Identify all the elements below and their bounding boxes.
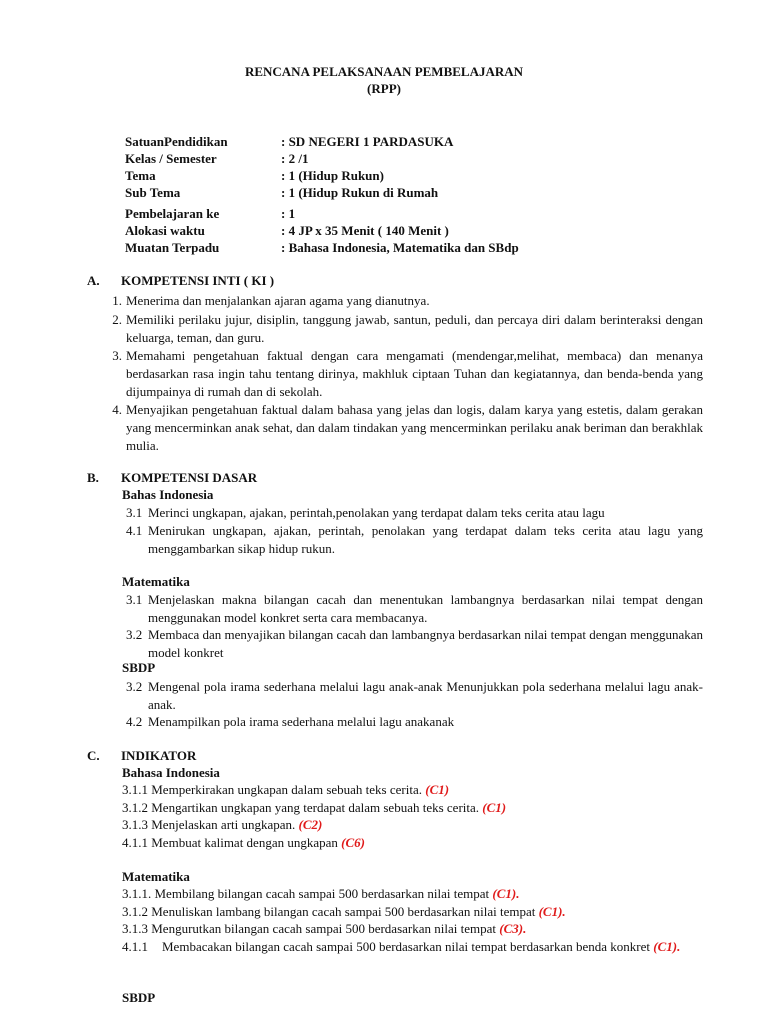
section-c-heading (87, 748, 196, 764)
ki-text: Memiliki perilaku jujur, disiplin, tanggung jawab, santun, peduli, dan percaya diri dalam berinteraksi dengan keluarga, teman, dan guru. (126, 312, 703, 345)
indicator-item (122, 834, 365, 852)
indicator-level: (C6) (341, 835, 365, 850)
identity-value: : 1 (Hidup Rukun di Rumah (281, 185, 439, 200)
document-title: RENCANA PELAKSANAAN PEMBELAJARAN (244, 64, 524, 79)
indicator-level: (C1). (653, 939, 681, 954)
subject-title: SBDP (122, 660, 156, 675)
identity-value: : SD NEGERI 1 PARDASUKA (281, 134, 454, 149)
indicator-level: (C3). (499, 921, 527, 936)
document-subtitle: (RPP) (367, 81, 401, 96)
identity-label: Sub Tema (125, 185, 181, 200)
kd-text: Menampilkan pola irama sederhana melalui lagu anakanak (148, 714, 455, 729)
kd-number: 3.1 (126, 592, 143, 607)
subject-title: SBDP (122, 990, 156, 1005)
ki-item (104, 292, 703, 310)
identity-label: Pembelajaran ke (125, 206, 220, 221)
identity-label: Muatan Terpadu (125, 240, 220, 255)
ki-item (104, 311, 703, 347)
ki-item (104, 401, 703, 455)
kd-number: 3.1 (126, 505, 143, 520)
indicator-level: (C2) (298, 817, 323, 832)
indicator-item (122, 920, 526, 938)
identity-value: : 1 (Hidup Rukun) (281, 168, 384, 183)
indicator-text: 3.1.2 Mengartikan ungkapan yang terdapat dalam sebuah teks cerita. (122, 800, 483, 815)
kd-number: 4.1 (126, 523, 143, 538)
ki-number: 2. (112, 312, 122, 327)
kd-number: 3.2 (126, 627, 143, 642)
section-title: KOMPETENSI DASAR (121, 470, 258, 485)
indicator-level: (C1) (425, 782, 450, 797)
indicator-item (122, 903, 566, 921)
kd-item (126, 522, 703, 558)
section-letter: B. (87, 470, 99, 485)
kd-number: 4.2 (126, 714, 143, 729)
section-b-heading (87, 470, 257, 486)
section-title: INDIKATOR (121, 748, 197, 763)
subject-title: Matematika (122, 869, 190, 884)
identity-value: : 2 /1 (281, 151, 309, 166)
subject-title: Bahasa Indonesia (122, 765, 220, 780)
kd-text: Merinci ungkapan, ajakan, perintah,penolakan yang terdapat dalam teks cerita atau lagu (148, 505, 605, 520)
kd-item (126, 591, 703, 627)
indicator-text: 3.1.2 Menuliskan lambang bilangan cacah sampai 500 berdasarkan nilai tempat (122, 904, 539, 919)
indicator-text: Membacakan bilangan cacah sampai 500 berdasarkan nilai tempat berdasarkan benda konkret (162, 939, 654, 954)
indicator-level: (C1). (538, 904, 566, 919)
identity-value: : 1 (281, 206, 296, 221)
indicator-item (122, 885, 519, 903)
identity-label: Alokasi waktu (125, 223, 205, 238)
identity-value: : 4 JP x 35 Menit ( 140 Menit ) (281, 223, 449, 238)
section-letter: C. (87, 748, 100, 763)
identity-label: Kelas / Semester (125, 151, 217, 166)
indicator-text: 3.1.3 Mengurutkan bilangan cacah sampai 500 berdasarkan nilai tempat (122, 921, 500, 936)
subject-title: Matematika (122, 574, 190, 589)
indicator-item (122, 816, 322, 834)
ki-number: 4. (112, 402, 122, 417)
kd-text: Mengenal pola irama sederhana melalui lagu anak-anak Menunjukkan pola sederhana melalui lagu anak-anak. (148, 679, 703, 712)
kd-text: Menjelaskan makna bilangan cacah dan menentukan lambangnya berdasarkan nilai tempat dengan menggunakan model konkret serta cara membacanya. (148, 592, 703, 625)
kd-text: Menirukan ungkapan, ajakan, perintah, penolakan yang terdapat dalam teks cerita atau lagu yang menggambarkan sikap hidup rukun. (148, 523, 703, 556)
indicator-level: (C1). (492, 886, 520, 901)
indicator-text: 3.1.1 Memperkirakan ungkapan dalam sebuah teks cerita. (122, 782, 426, 797)
indicator-item (122, 781, 449, 799)
indicator-text: 3.1.3 Menjelaskan arti ungkapan. (122, 817, 299, 832)
ki-text: Memahami pengetahuan faktual dengan cara mengamati (mendengar,melihat, membaca) dan menanya berdasarkan rasa ingin tahu tentang dirinya, makhluk ciptaan Tuhan dan kegiatannya, dan benda-benda yang dijumpainya di rumah dan di sekolah. (126, 348, 703, 399)
indicator-number: 4.1.1 (122, 939, 148, 954)
section-letter: A. (87, 273, 100, 288)
kd-item (126, 504, 703, 522)
kd-item (126, 678, 703, 714)
identity-label: SatuanPendidikan (125, 134, 228, 149)
ki-number: 1. (112, 293, 122, 308)
ki-text: Menerima dan menjalankan ajaran agama yang dianutnya. (126, 293, 430, 308)
section-a-heading (87, 273, 274, 289)
indicator-item (122, 938, 703, 956)
section-title: KOMPETENSI INTI ( KI ) (121, 273, 275, 288)
identity-label: Tema (125, 168, 156, 183)
indicator-level: (C1) (482, 800, 507, 815)
ki-item (104, 347, 703, 401)
indicator-item (122, 799, 506, 817)
ki-text: Menyajikan pengetahuan faktual dalam bahasa yang jelas dan logis, dalam karya yang estetis, dalam gerakan yang mencerminkan anak sehat, dan dalam tindakan yang mencerminkan perilaku anak beriman dan berakhlak mulia. (126, 402, 703, 453)
kd-text: Membaca dan menyajikan bilangan cacah dan lambangnya berdasarkan nilai tempat dengan menggunakan model konkret (148, 627, 703, 660)
identity-value: : Bahasa Indonesia, Matematika dan SBdp (281, 240, 519, 255)
ki-number: 3. (112, 348, 122, 363)
indicator-text: 4.1.1 Membuat kalimat dengan ungkapan (122, 835, 342, 850)
indicator-text: 3.1.1. Membilang bilangan cacah sampai 500 berdasarkan nilai tempat (122, 886, 493, 901)
kd-item (126, 713, 703, 731)
kd-item (126, 626, 703, 662)
subject-title: Bahas Indonesia (122, 487, 214, 502)
kd-number: 3.2 (126, 679, 143, 694)
